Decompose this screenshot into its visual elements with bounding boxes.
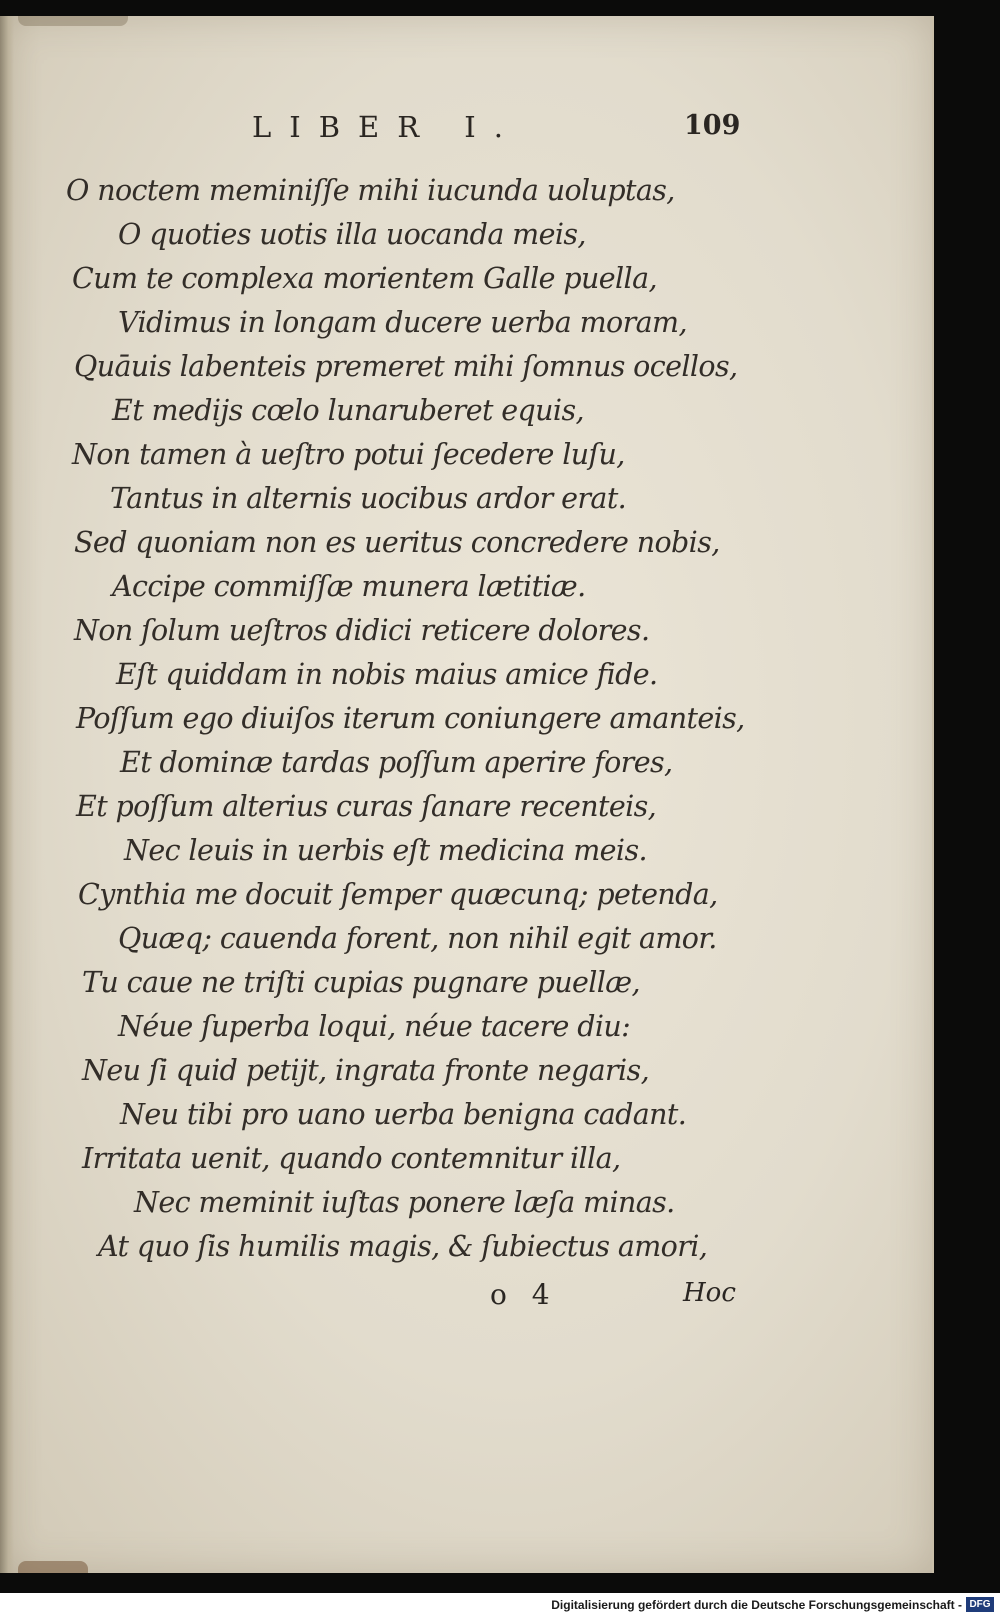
digitization-credit: Digitalisierung gefördert durch die Deutsche Forschungsgemeinschaft - — [551, 1598, 962, 1612]
catchword: Hoc — [683, 1278, 736, 1308]
footer-bar — [0, 1593, 1000, 1615]
verse-line: At quo ſis humilis magis, & ſubiectus amori, — [98, 1230, 708, 1263]
verse-line: Neu tibi pro uano uerba benigna cadant. — [120, 1098, 687, 1131]
verse-line: Et dominæ tardas poſſum aperire fores, — [120, 746, 673, 779]
running-title: LIBER I. — [252, 110, 521, 144]
verse-line: Neu ſi quid petijt, ingrata fronte negaris, — [82, 1054, 650, 1087]
verse-line: Accipe commiſſæ munera lætitiæ. — [112, 570, 586, 603]
page-gutter — [0, 16, 14, 1573]
verse-line: Sed quoniam non es ueritus concredere nobis, — [74, 526, 720, 559]
verse-line: Tu caue ne triſti cupias pugnare puellæ, — [82, 966, 640, 999]
verse-line: O noctem meminiſſe mihi iucunda uoluptas, — [66, 174, 675, 207]
verse-line: O quoties uotis illa uocanda meis, — [118, 218, 586, 251]
verse-line: Non ſolum ueſtros didici reticere dolores. — [74, 614, 650, 647]
paper-stain-top — [18, 16, 128, 26]
verse-line: Et medijs cœlo lunaruberet equis, — [112, 394, 584, 427]
verse-line: Vidimus in longam ducere uerba moram, — [118, 306, 687, 339]
verse-line: Tantus in alternis uocibus ardor erat. — [110, 482, 627, 515]
page-number: 109 — [684, 110, 741, 141]
verse-line: Eſt quiddam in nobis maius amice fide. — [116, 658, 658, 691]
signature-mark: o 4 — [490, 1278, 558, 1311]
book-page — [0, 16, 934, 1573]
verse-line: Nec leuis in uerbis eſt medicina meis. — [124, 834, 647, 867]
verse-line: Quāuis labenteis premeret mihi ſomnus ocellos, — [74, 350, 738, 383]
verse-line: Quæq; cauenda forent, non nihil egit amor. — [118, 922, 717, 955]
dfg-logo: DFG — [966, 1597, 994, 1612]
verse-line: Poſſum ego diuiſos iterum coniungere amanteis, — [76, 702, 745, 735]
paper-stain-bottom — [18, 1561, 88, 1573]
verse-line: Cum te complexa morientem Galle puella, — [72, 262, 657, 295]
verse-line: Irritata uenit, quando contemnitur illa, — [82, 1142, 621, 1175]
verse-line: Et poſſum alterius curas ſanare recenteis, — [76, 790, 657, 823]
verse-line: Cynthia me docuit ſemper quæcunq; petenda, — [78, 878, 718, 911]
verse-line: Non tamen à ueſtro potui ſecedere luſu, — [72, 438, 625, 471]
verse-line: Nec meminit iuſtas ponere læſa minas. — [134, 1186, 675, 1219]
verse-line: Néue ſuperba loqui, néue tacere diu: — [118, 1010, 631, 1043]
